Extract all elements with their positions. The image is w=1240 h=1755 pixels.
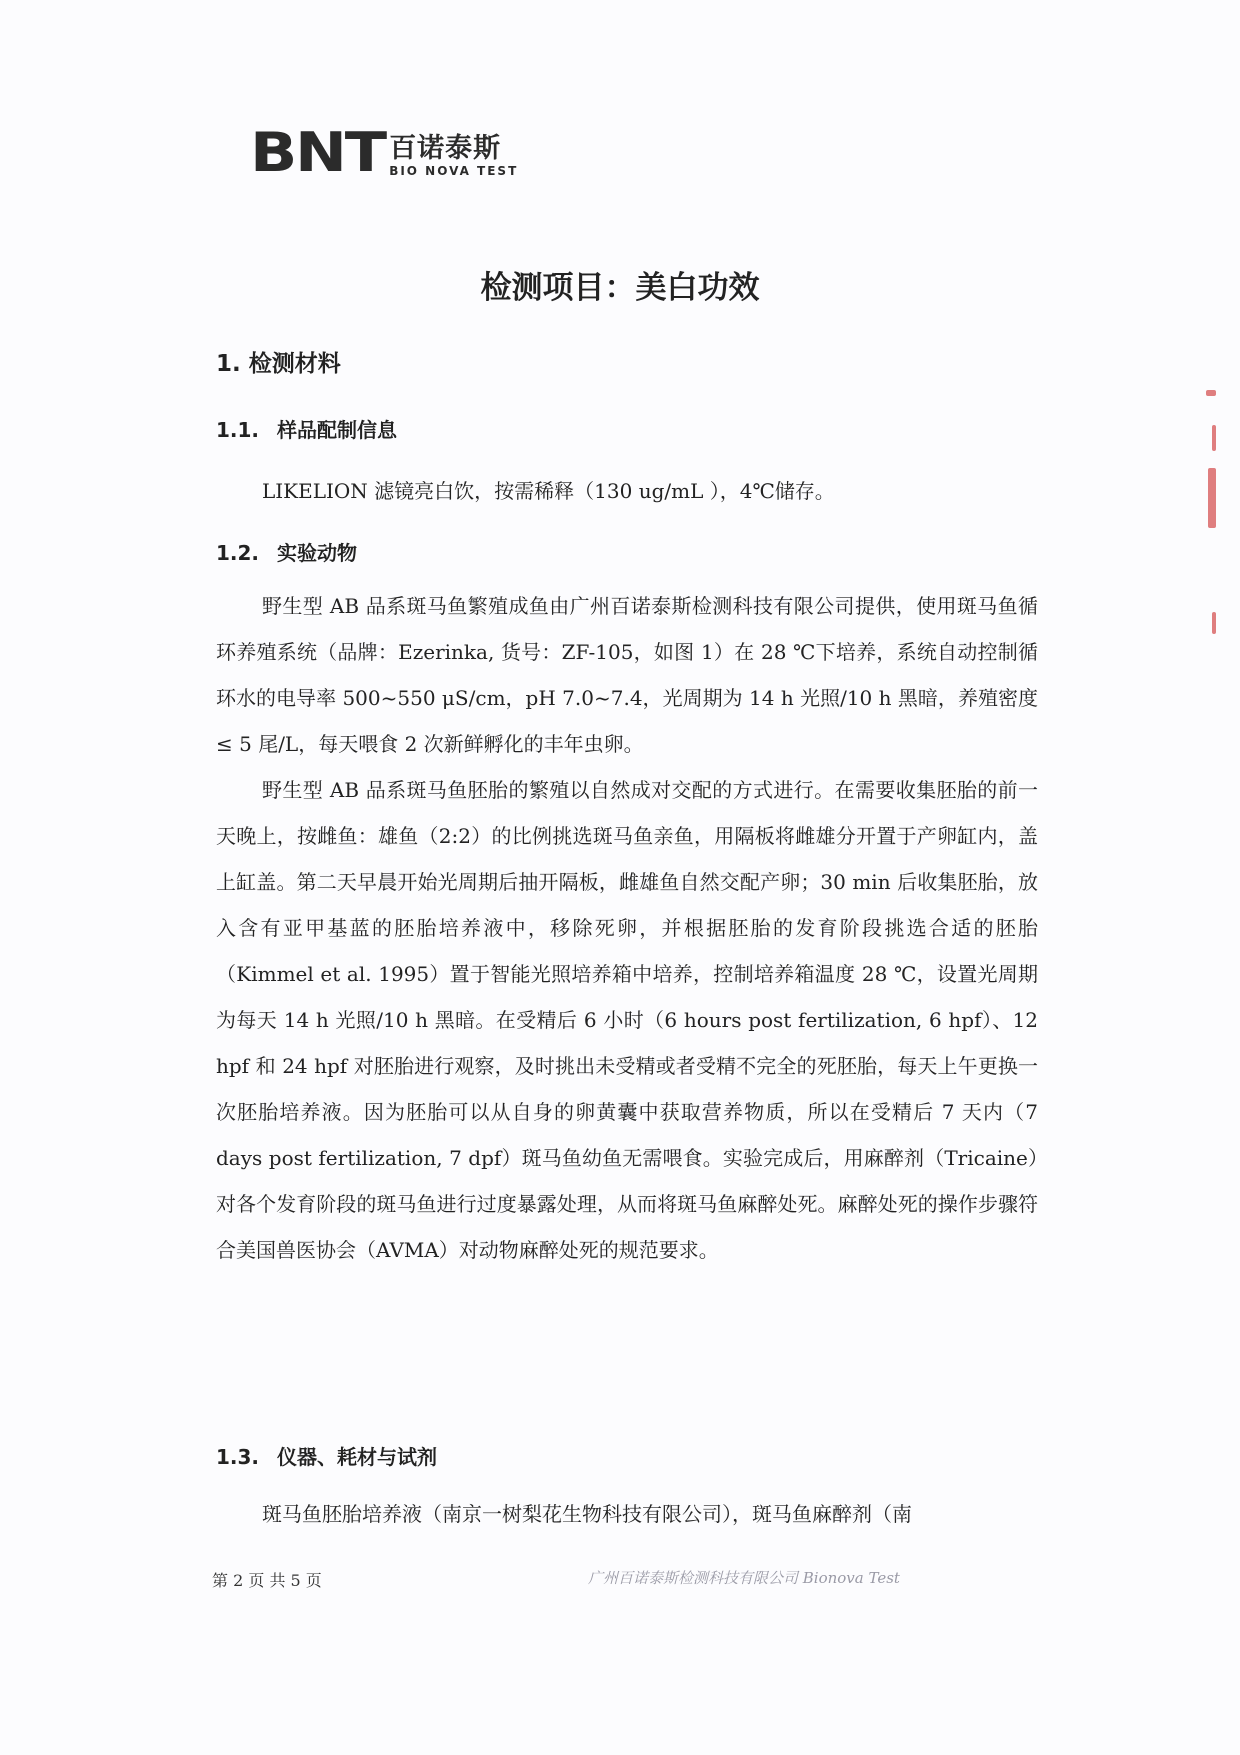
page-number: 第 2 页 共 5 页 (212, 1571, 322, 1590)
page-title: 检测项目：美白功效 (480, 270, 760, 306)
logo-chinese-name: 百诺泰斯 (389, 133, 502, 164)
instruments-paragraph: 斑马鱼胚胎培养液（南京一树梨花生物科技有限公司），斑马鱼麻醉剂（南 (262, 1502, 912, 1526)
subsection-heading-sample (216, 414, 397, 443)
sample-info-paragraph: LIKELION 滤镜亮白饮，按需稀释（130 ug/mL ），4℃储存。 (262, 479, 835, 503)
subsection-label: 实验动物 (277, 541, 358, 565)
logo-text (389, 134, 518, 178)
subsection-number: 1.2. (216, 541, 260, 565)
subsection-heading-animals (216, 537, 357, 566)
seal-edge-mark (1206, 390, 1216, 396)
animals-paragraph-1: 野生型 AB 品系斑马鱼繁殖成鱼由广州百诺泰斯检测科技有限公司提供，使用斑马鱼循环养殖系统（品牌：Ezerinka, 货号：ZF-105，如图 1）在 28 ℃下培养，系统自动控制循环水的电导率 500~550 μS/cm，pH 7.0~7.4，光周期为 14 h 光照/10 h 黑暗，养殖密度 ≤ 5 尾/L，每天喂食 2 次新鲜孵化的丰年虫卵。 (216, 594, 1038, 756)
logo-english-name: BIO NOVA TEST (389, 164, 519, 178)
subsection-number: 1.3. (216, 1445, 260, 1469)
seal-edge-mark (1212, 425, 1216, 451)
subsection-label: 仪器、耗材与试剂 (277, 1445, 438, 1469)
section-heading-materials: 1. 检测材料 (216, 351, 341, 377)
animals-paragraph-2: 野生型 AB 品系斑马鱼胚胎的繁殖以自然成对交配的方式进行。在需要收集胚胎的前一天晚上，按雌鱼：雄鱼（2:2）的比例挑选斑马鱼亲鱼，用隔板将雌雄分开置于产卵缸内，盖上缸盖。第二天早晨开始光周期后抽开隔板，雌雄鱼自然交配产卵；30 min 后收集胚胎，放入含有亚甲基蓝的胚胎培养液中，移除死卵，并根据胚胎的发育阶段挑选合适的胚胎（Kimmel et al. 1995）置于智能光照培养箱中培养，控制培养箱温度 28 ℃，设置光周期为每天 14 h 光照/10 h 黑暗。在受精后 6 小时（6 hours post fertilization, 6 hpf）、12 hpf 和 24 hpf 对胚胎进行观察，及时挑出未受精或者受精不完全的死胚胎，每天上午更换一次胚胎培养液。因为胚胎可以从自身的卵黄囊中获取营养物质，所以在受精后 7 天内（7 days post fertilization, 7 dpf）斑马鱼幼鱼无需喂食。实验完成后，用麻醉剂（Tricaine）对各个发育阶段的斑马鱼进行过度暴露处理，从而将斑马鱼麻醉处死。麻醉处死的操作步骤符合美国兽医协会（AVMA）对动物麻醉处死的规范要求。 (216, 778, 1038, 1262)
company-logo (250, 121, 519, 184)
seal-edge-mark (1208, 468, 1216, 528)
footer-company: 广州百诺泰斯检测科技有限公司 Bionova Test (588, 1569, 900, 1587)
logo-mark: BNT (250, 121, 385, 184)
seal-edge-mark (1212, 612, 1216, 634)
subsection-number: 1.1. (216, 418, 260, 442)
subsection-label: 样品配制信息 (277, 418, 398, 442)
subsection-heading-instruments (216, 1441, 437, 1470)
